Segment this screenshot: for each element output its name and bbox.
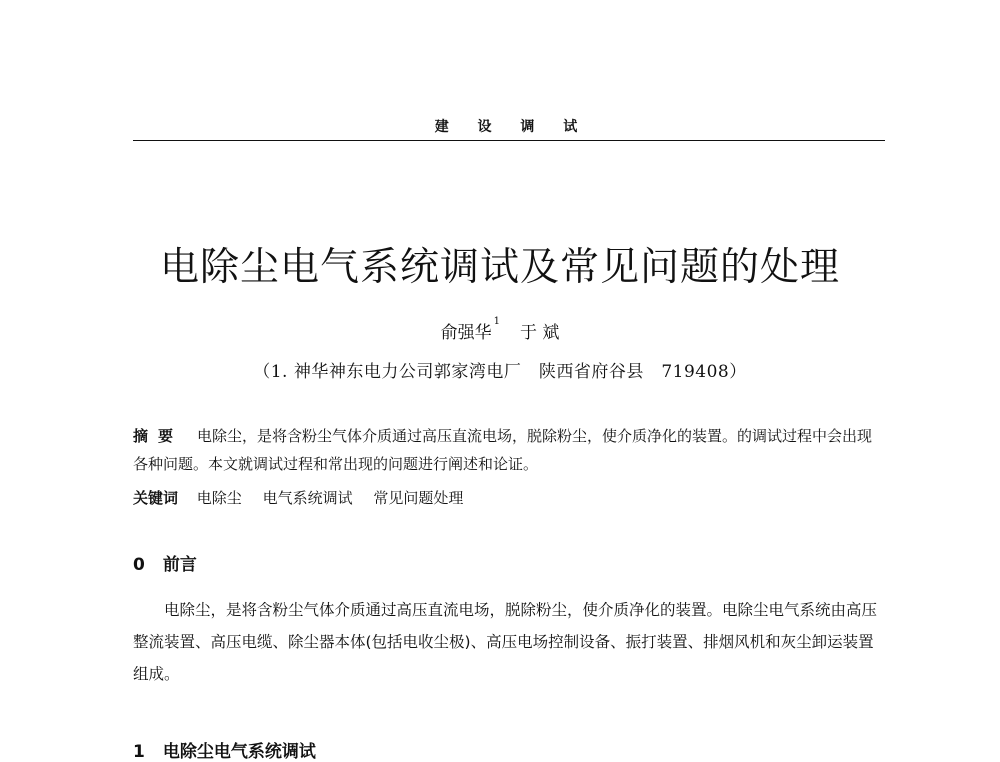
section-number: 0 [133, 555, 145, 575]
author-superscript: 1 [493, 316, 500, 327]
abstract [133, 422, 885, 478]
section-heading [133, 550, 197, 575]
running-header: 建 设 调 试 [434, 119, 590, 135]
section-heading [133, 737, 316, 762]
keyword: 电除尘 [196, 489, 242, 507]
abstract-label: 摘要 [133, 427, 184, 445]
abstract-text: 电除尘，是将含粉尘气体介质通过高压直流电场，脱除粉尘，使介质净化的装置。的调试过程中会出现各种问题。本文就调试过程和常出现的问题进行阐述和论证。 [133, 427, 873, 473]
author-line [0, 318, 1000, 343]
paper-title: 电除尘电气系统调试及常见问题的处理 [159, 245, 840, 290]
keyword: 电气系统调试 [262, 489, 353, 507]
section-paragraph: 电除尘，是将含粉尘气体介质通过高压直流电场，脱除粉尘，使介质净化的装置。电除尘电气系统由高压整流装置、高压电缆、除尘器本体(包括电收尘极)、高压电场控制设备、振打装置、排烟风机和灰尘卸运装置组成。 [133, 601, 878, 683]
author-name: 于 斌 [519, 323, 560, 343]
author-name: 俞强华 [440, 323, 492, 343]
section-title: 前言 [162, 555, 197, 575]
keyword: 常见问题处理 [373, 489, 464, 507]
section-title: 电除尘电气系统调试 [162, 742, 316, 762]
affiliation: （1. 神华神东电力公司郭家湾电厂 陕西省府谷县 719408） [253, 362, 747, 382]
keywords [133, 484, 885, 512]
section-number: 1 [133, 742, 145, 762]
header-divider [133, 140, 885, 141]
keywords-label: 关键词 [133, 489, 179, 507]
